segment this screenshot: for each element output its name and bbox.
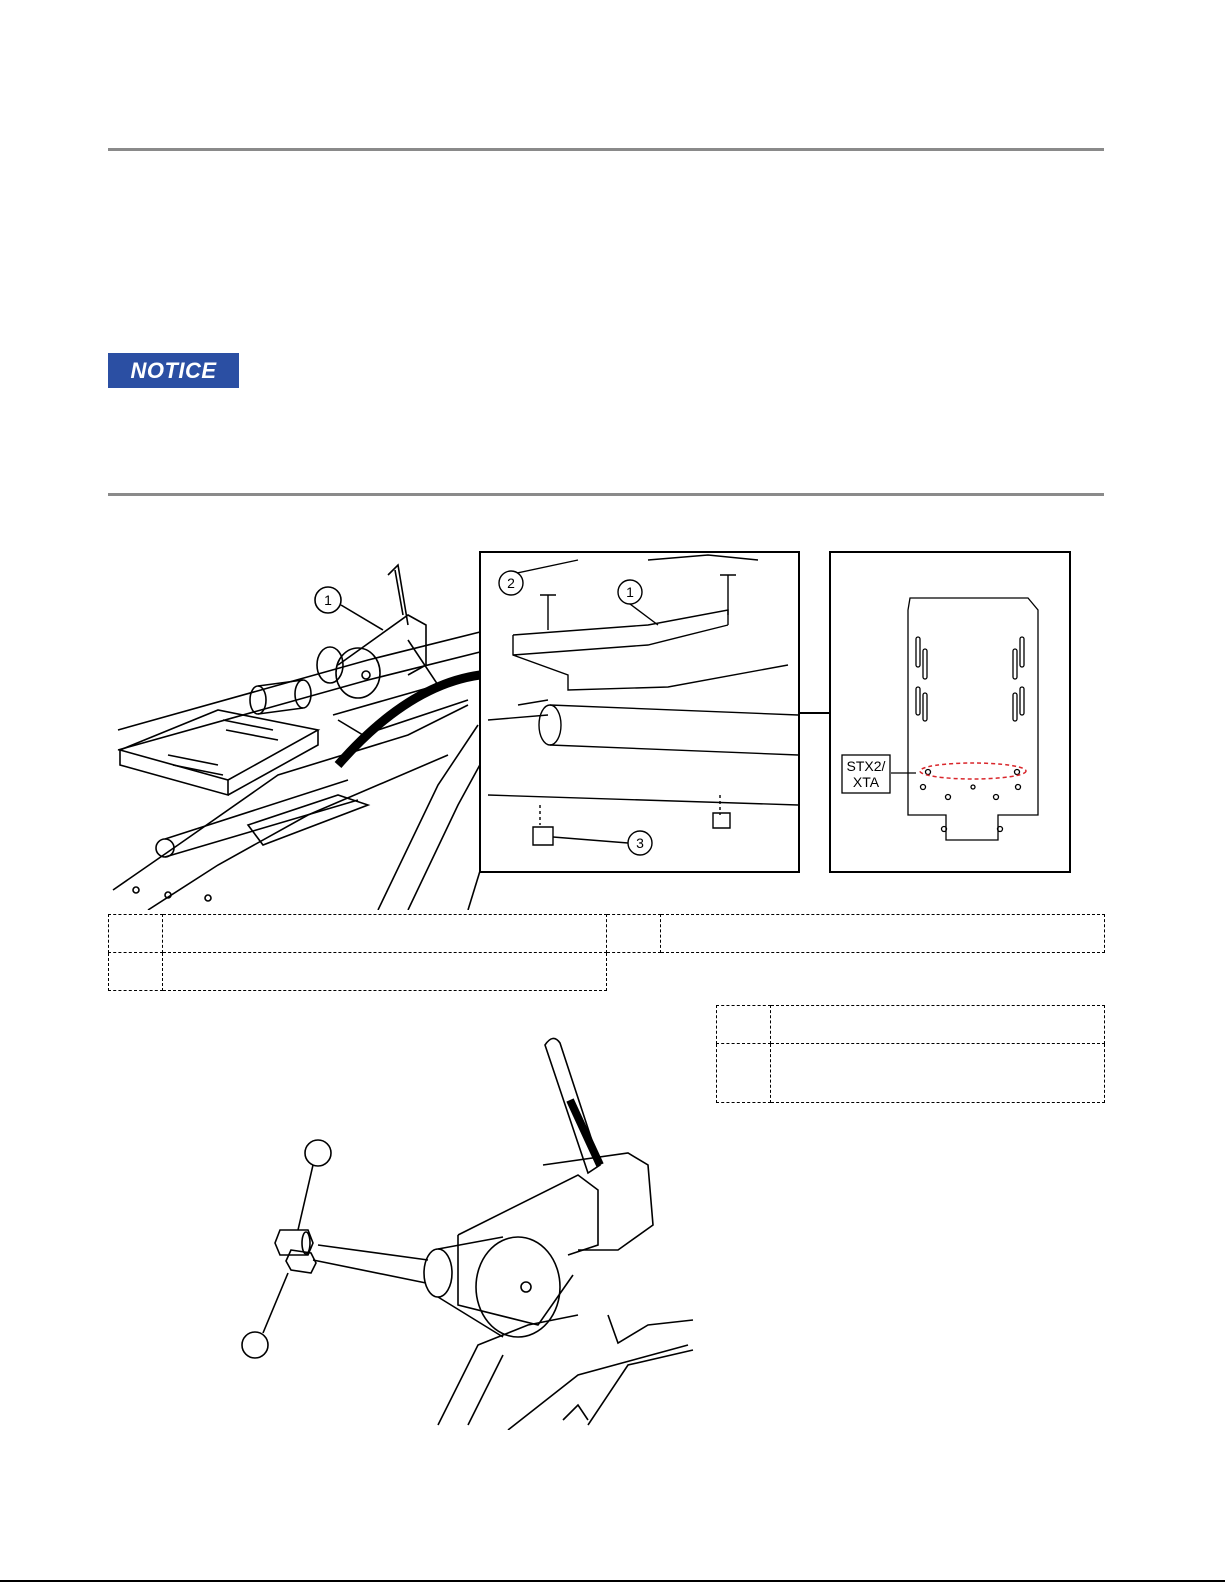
legend-description-cell [162, 953, 606, 991]
legend-description-cell [771, 1044, 1105, 1103]
legend-number-cell [717, 1006, 771, 1044]
motor-close-up-illustration [108, 1025, 698, 1430]
detail-label-line1: STX2/ [846, 758, 886, 774]
table-row [109, 953, 1105, 991]
empty-cell [606, 953, 660, 991]
section-divider-top [108, 148, 1104, 151]
installation-illustration [108, 515, 1104, 910]
legend-description-cell [162, 915, 606, 953]
callout-1-overview: 1 [324, 592, 332, 608]
legend-number-cell [109, 953, 163, 991]
empty-cell [660, 953, 1104, 991]
table-row [717, 1006, 1105, 1044]
table-row [109, 915, 1105, 953]
legend-table-1 [108, 914, 1105, 991]
callout-2: 2 [507, 575, 515, 591]
legend-table-2 [716, 1005, 1105, 1103]
legend-description-cell [771, 1006, 1105, 1044]
table-row [717, 1044, 1105, 1103]
legend-number-cell [606, 915, 660, 953]
notice-badge: NOTICE [108, 353, 239, 388]
callout-1-detail: 1 [626, 584, 634, 600]
legend-number-cell [109, 915, 163, 953]
section-divider-bottom [108, 493, 1104, 496]
detail-box-plate [830, 552, 1070, 872]
callout-3: 3 [636, 835, 644, 851]
detail-label-line2: XTA [852, 774, 880, 790]
legend-description-cell [660, 915, 1104, 953]
legend-number-cell [717, 1044, 771, 1103]
page-footer-rule [0, 1580, 1225, 1582]
